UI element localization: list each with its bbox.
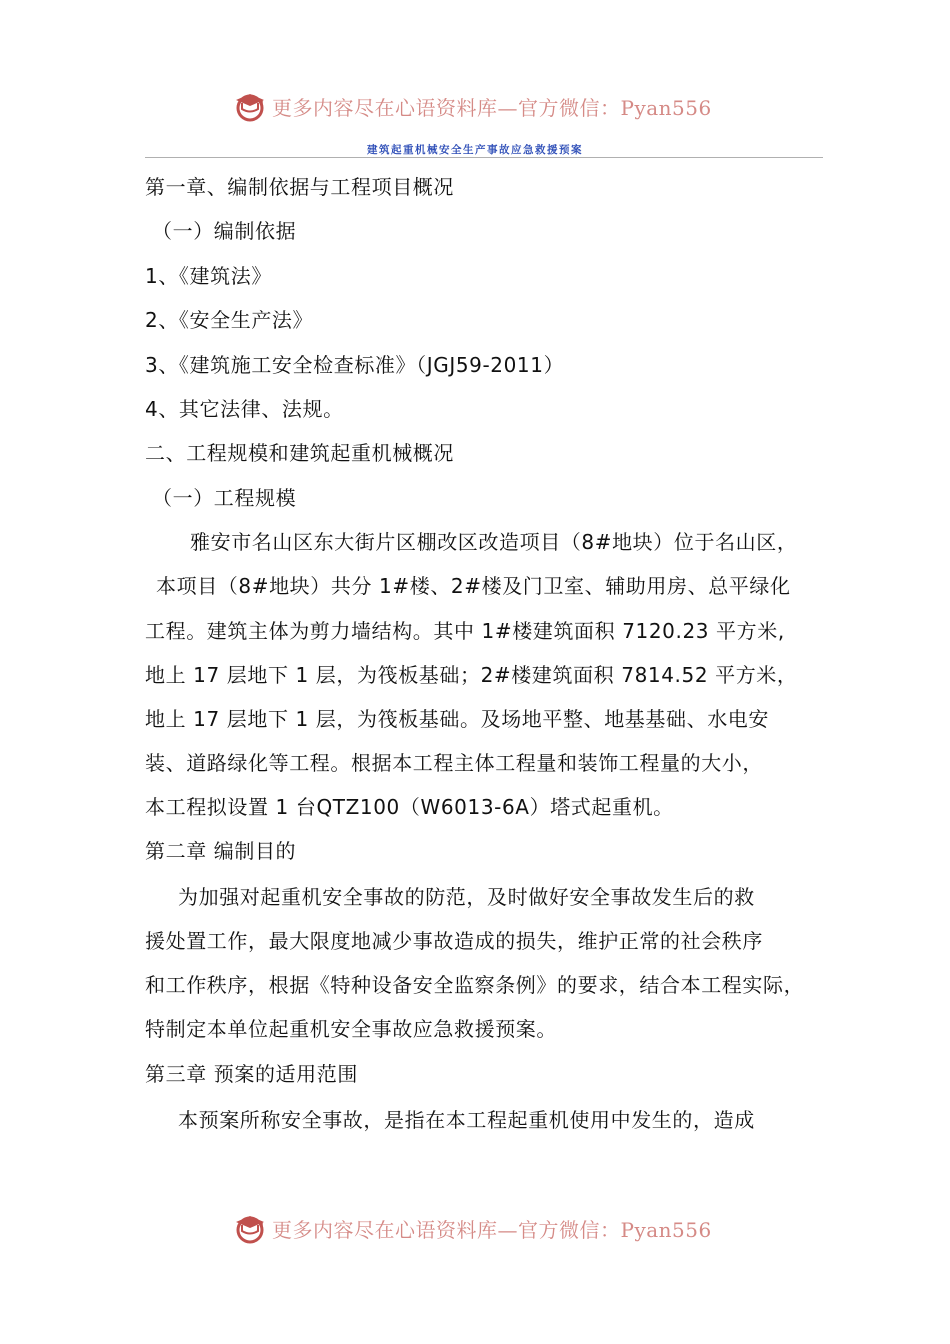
chapter-heading: 第一章、编制依据与工程项目概况 xyxy=(145,175,454,199)
chapter-heading: 二、工程规模和建筑起重机械概况 xyxy=(145,441,454,465)
paragraph-line: 和工作秩序，根据《特种设备安全监察条例》的要求，结合本工程实际， xyxy=(145,973,805,997)
section-heading: （一）工程规模 xyxy=(152,486,297,510)
paragraph-line: 雅安市名山区东大街片区棚改区改造项目（8#地块）位于名山区， xyxy=(190,530,798,554)
header-rule xyxy=(145,157,823,158)
watermark-top xyxy=(232,86,752,126)
list-item: 2、《安全生产法》 xyxy=(145,308,314,332)
paragraph-line: 工程。建筑主体为剪力墙结构。其中 1#楼建筑面积 7120.23 平方米, xyxy=(145,619,785,643)
paragraph-line: 本工程拟设置 1 台QTZ100（W6013-6A）塔式起重机。 xyxy=(145,795,674,819)
watermark-text: 更多内容尽在心语资料库—官方微信：Pyan556 xyxy=(272,1217,712,1242)
list-item: 1、《建筑法》 xyxy=(145,264,272,288)
paragraph-line: 本预案所称安全事故，是指在本工程起重机使用中发生的，造成 xyxy=(178,1108,755,1132)
chapter-heading: 第三章 预案的适用范围 xyxy=(145,1062,358,1086)
chapter-heading: 第二章 编制目的 xyxy=(145,839,297,863)
list-item: 4、其它法律、法规。 xyxy=(145,397,344,421)
mortarboard-logo-icon xyxy=(232,1210,268,1246)
paragraph-line: 特制定本单位起重机安全事故应急救援预案。 xyxy=(145,1017,557,1041)
list-item: 3、《建筑施工安全检查标准》（JGJ59-2011） xyxy=(145,353,565,377)
paragraph-line: 地上 17 层地下 1 层，为筏板基础。及场地平整、地基基础、水电安 xyxy=(145,707,770,731)
section-heading: （一）编制依据 xyxy=(152,219,297,243)
mortarboard-logo-icon xyxy=(232,88,268,124)
paragraph-line: 本项目（8#地块）共分 1#楼、2#楼及门卫室、辅助用房、总平绿化 xyxy=(156,574,791,598)
paragraph-line: 装、道路绿化等工程。根据本工程主体工程量和装饰工程量的大小， xyxy=(145,751,763,775)
watermark-bottom xyxy=(232,1208,752,1248)
paragraph-line: 为加强对起重机安全事故的防范，及时做好安全事故发生后的救 xyxy=(178,885,755,909)
paragraph-line: 地上 17 层地下 1 层，为筏板基础；2#楼建筑面积 7814.52 平方米， xyxy=(145,663,798,687)
watermark-text: 更多内容尽在心语资料库—官方微信：Pyan556 xyxy=(272,95,712,120)
running-head: 建筑起重机械安全生产事故应急救援预案 xyxy=(367,144,583,156)
paragraph-line: 援处置工作，最大限度地减少事故造成的损失，维护正常的社会秩序 xyxy=(145,929,763,953)
